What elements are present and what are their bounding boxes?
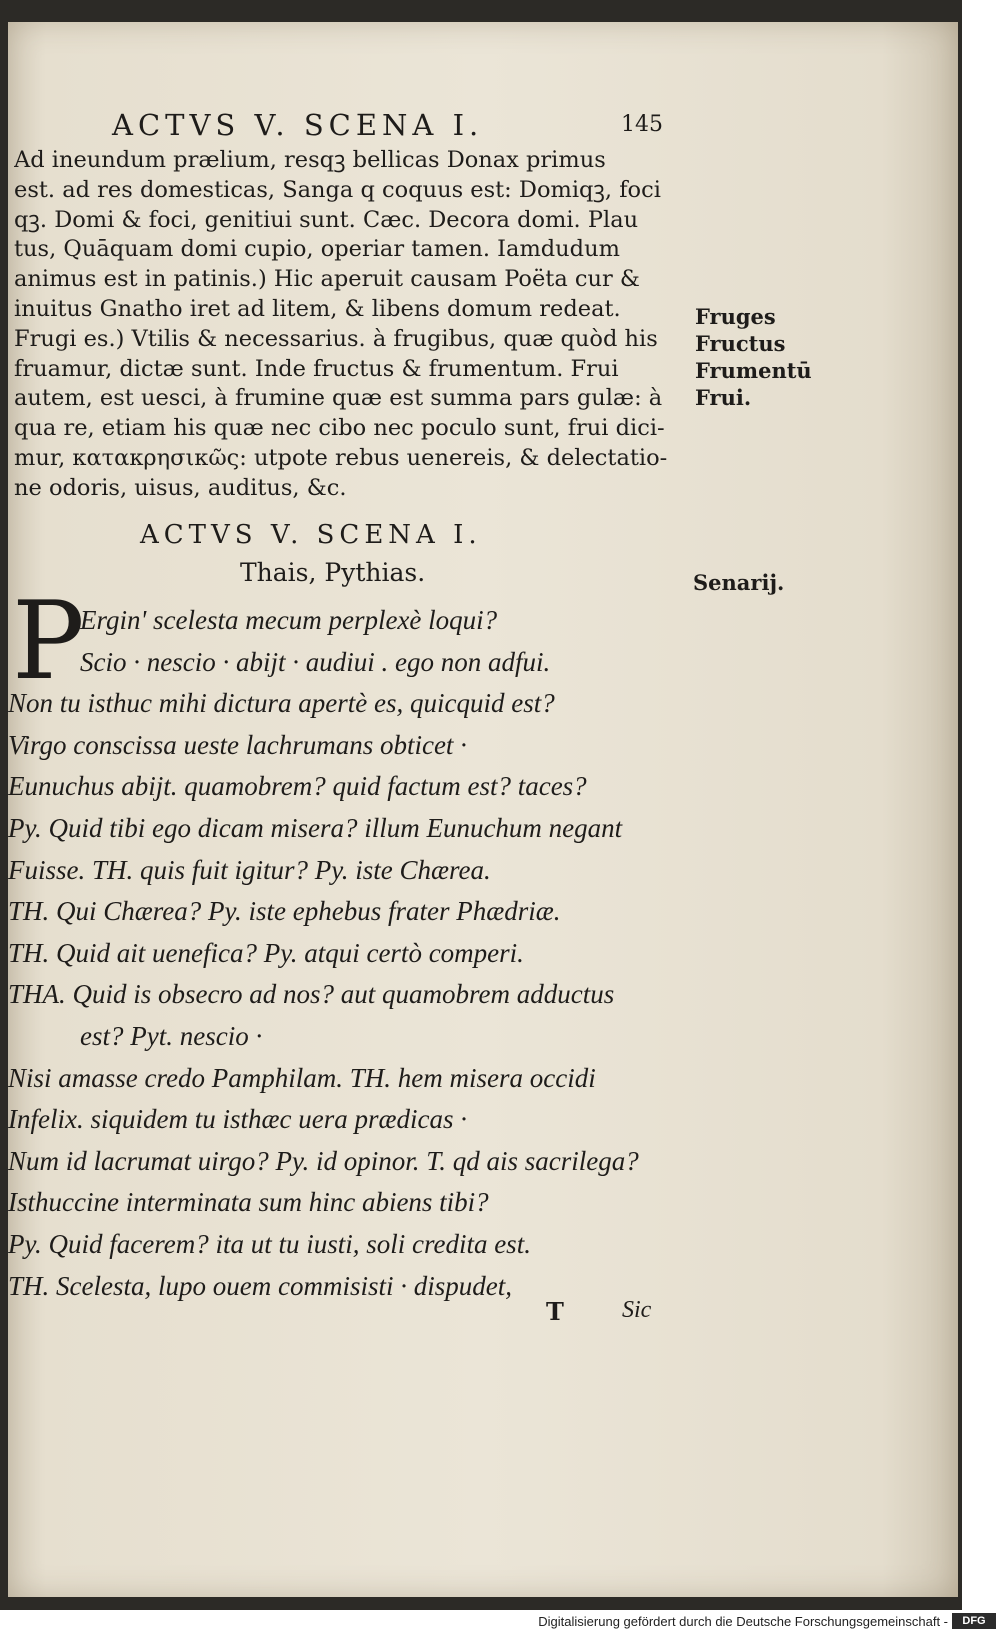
signature-mark: T: [546, 1297, 564, 1326]
commentary-line: fruamur, dictæ sunt. Inde fructus & frumentum. Frui: [14, 355, 619, 382]
commentary-line: ne odoris, uisus, auditus, &c.: [14, 474, 347, 501]
commentary-line: animus est in patinis.) Hic aperuit causam Poëta cur &: [14, 266, 640, 293]
commentary-line: inuitus Gnatho iret ad litem, & libens domum redeat.: [14, 295, 621, 322]
scene-persons: Thais, Pythias.: [240, 558, 426, 587]
verse-line: Nisi amasse credo Pamphilam. TH. hem misera occidi: [8, 1062, 596, 1093]
verse-line: Py. Quid facerem? ita ut tu iusti, soli credita est.: [8, 1228, 531, 1259]
verse-line: Infelix. siquidem tu isthæc uera prædicas ·: [8, 1104, 467, 1135]
commentary-line: qua re, etiam his quæ nec cibo nec poculo sunt, frui dici-: [14, 415, 665, 442]
commentary-line: qꝫ. Domi & foci, genitiui sunt. Cæc. Decora domi. Plau: [14, 206, 639, 233]
verse-line: Scio · nescio · abijt · audiui . ego non adfui.: [80, 646, 551, 677]
running-head: ACTVS V. SCENA I.: [112, 108, 484, 142]
verse-line: Eunuchus abijt. quamobrem? quid factum est? taces?: [8, 771, 587, 802]
catchword: Sic: [622, 1297, 652, 1323]
commentary-line: tus, Quāquam domi cupio, operiar tamen. Iamdudum: [14, 236, 620, 263]
verse-line: TH. Qui Chærea? Py. iste ephebus frater Phædriæ.: [8, 896, 561, 927]
margin-notes: [695, 303, 812, 411]
commentary-line: autem, est uesci, à frumine quæ est summa pars gulæ: à: [14, 385, 663, 412]
commentary-block: [14, 146, 684, 504]
drop-cap: P: [12, 579, 85, 704]
verse-line: Num id lacrumat uirgo? Py. id opinor. T. qd ais sacrilega?: [8, 1145, 639, 1176]
page-number: 145: [621, 112, 663, 137]
verse-line: Ergin' scelesta mecum perplexè loqui?: [80, 605, 498, 635]
scene-heading: ACTVS V. SCENA I.: [140, 520, 482, 550]
commentary-line: Frugi es.) Vtilis & necessarius. à frugibus, quæ quòd his: [14, 325, 658, 352]
verse-block: [8, 600, 688, 1307]
commentary-line: mur, κατακρησικῶς: utpote rebus uenereis, & delectatio-: [14, 444, 668, 471]
margin-note: Fruges: [695, 304, 776, 329]
verse-line: THA. Quid is obsecro ad nos? aut quamobrem adductus: [8, 979, 615, 1010]
verse-line: Py. Quid tibi ego dicam misera? illum Eunuchum negant: [8, 812, 623, 843]
margin-note: Frui.: [695, 385, 752, 410]
margin-note: Frumentū: [695, 358, 812, 383]
verse-line: Non tu isthuc mihi dictura apertè es, quicquid est?: [8, 688, 555, 719]
verse-line: Isthuccine interminata sum hinc abiens tibi?: [8, 1187, 489, 1218]
verse-line: Virgo conscissa ueste lachrumans obticet ·: [8, 729, 467, 760]
verse-line: TH. Scelesta, lupo ouem commisisti · dispudet,: [8, 1270, 512, 1301]
margin-note: Fructus: [695, 331, 786, 356]
commentary-line: Ad ineundum prælium, resqꝫ bellicas Donax primus: [14, 147, 606, 173]
verse-line: Fuisse. TH. quis fuit igitur? Py. iste Chærea.: [8, 854, 491, 885]
meter-note: Senarij.: [693, 570, 785, 595]
digitization-credit: Digitalisierung gefördert durch die Deutsche Forschungsgemeinschaft -: [538, 1614, 948, 1629]
dfg-logo: DFG: [952, 1613, 996, 1629]
verse-line: TH. Quid ait uenefica? Py. atqui certò comperi.: [8, 937, 524, 968]
commentary-line: est. ad res domesticas, Sanga q coquus est: Domiqꝫ, foci: [14, 176, 661, 203]
verse-line: est? Pyt. nescio ·: [80, 1020, 263, 1051]
